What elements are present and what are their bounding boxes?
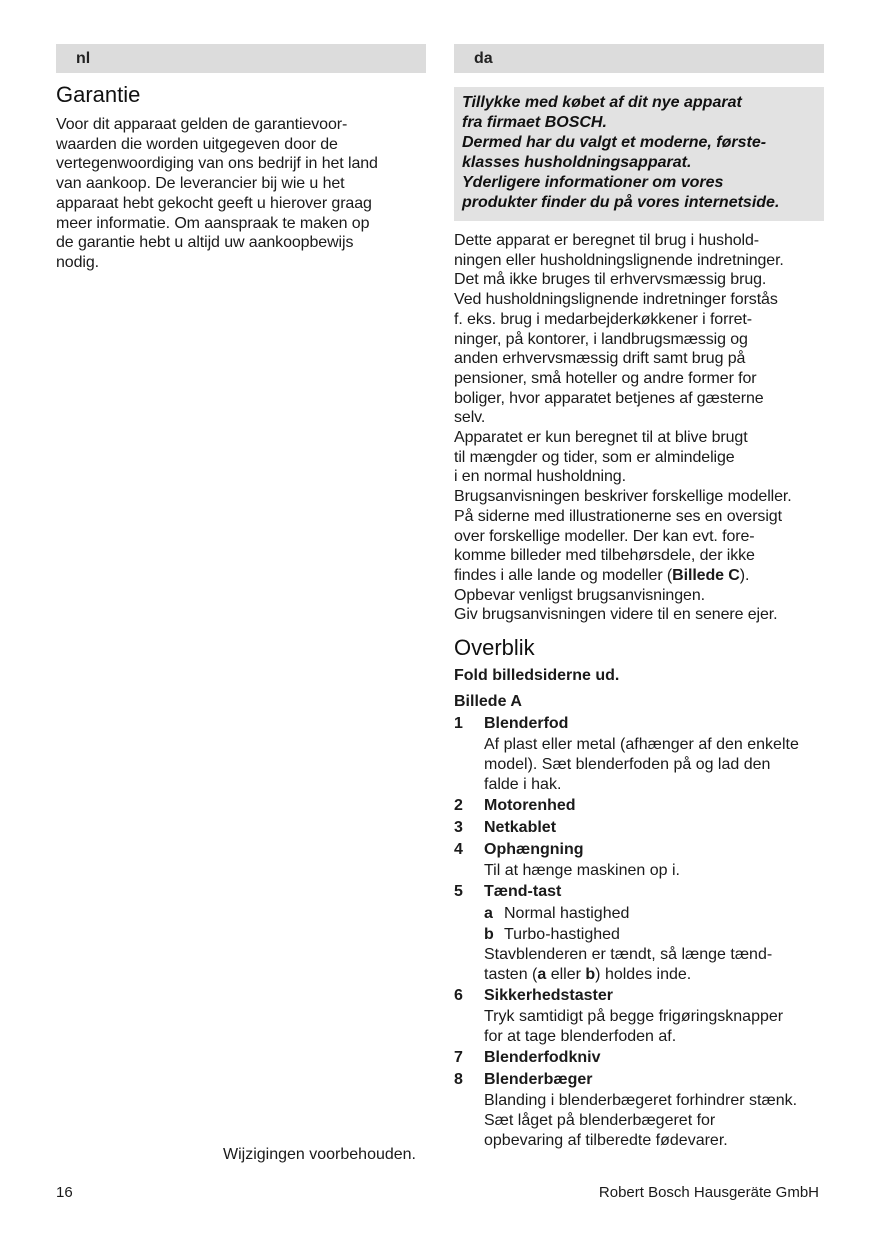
- garantie-text: Voor dit apparaat gelden de garantievoor- waarden die worden uitgegeven door de vertegenwoordiging van ons bedrijf in het land van aankoop. De leverancier bij wie u het apparaat hebt gekocht geeft u hierover graag meer informatie. Om aanspraak te maken op de garantie hebt u altijd uw aankoopbewijs nodig.: [56, 116, 378, 271]
- list-item: 2 Motorenhed: [454, 797, 576, 815]
- company-name: Robert Bosch Hausgeräte GmbH: [598, 1184, 819, 1201]
- list-item: 1 Blenderfod Af plast eller metal (afhænger af den enkelte model). Sæt blenderfoden på og lad den falde i hak.: [454, 715, 799, 794]
- intro-box: Tillykke med købet af dit nye apparat fra firmaet BOSCH. Dermed har du valgt et moderne, første- klasses husholdningsapparat. Yderligere informationer om vores produkter finder du på vores internetside.: [454, 87, 824, 221]
- list-item: 8 Blenderbæger Blanding i blenderbægeret forhindrer stænk. Sæt låget på blenderbægeret for opbevaring af tilberedte fødevarer.: [454, 1071, 798, 1150]
- left-column: [56, 44, 426, 273]
- language-bar-nl: nl: [56, 44, 426, 73]
- fold-instruction: Fold billedsiderne ud.: [454, 667, 620, 685]
- list-item: 7 Blenderfodkniv: [454, 1049, 601, 1067]
- garantie-heading: Garantie: [56, 82, 141, 107]
- overview-heading: Overblik: [454, 635, 535, 661]
- list-item: 4 Ophængning Til at hænge maskinen op i.: [454, 841, 680, 880]
- list-item: 6 Sikkerhedstaster Tryk samtidigt på begge frigøringsknapper for at tage blenderfoden af.: [454, 987, 784, 1046]
- usage-text: Dette apparat er beregnet til brug i hushold- ningen eller husholdningslignende indretninger. Det må ikke bruges til erhvervsmæssig brug. Ved husholdningslignende indretninger forstås f. eks. brug i medarbejderkøkkener i forret- ninger, på kontorer, i landbrugsmæssig og anden erhvervsmæssig drift samt brug på pensioner, små hoteller og andre former for boliger, hvor apparatet betjenes af gæsterne selv. Apparatet er kun beregnet til at blive brugt til mængder og tider, som er almindelige i en normal husholdning. Brugsanvisningen beskriver forskellige modeller. På siderne med illustrationerne ses en oversigt over forskellige modeller. Der kan evt. fore- komme billeder med tilbehørsdele, der ikke findes i alle lande og modeller (Billede C). Opbevar venligst brugsanvisningen. Giv brugsanvisningen videre til en senere ejer.: [454, 232, 792, 624]
- list-item: 5 Tænd-tast a Normal hastighed b Turbo-hastighed Stavblenderen er tændt, så længe tænd- tasten (a eller b) holdes inde.: [454, 883, 773, 984]
- right-column: [454, 44, 824, 1151]
- figure-a-label: Billede A: [454, 693, 522, 711]
- changes-reserved-note: Wijzigingen voorbehouden.: [222, 1146, 416, 1163]
- figure-ref-c: Billede C: [672, 566, 740, 584]
- parts-list: [454, 713, 824, 1151]
- page-number: 16: [56, 1184, 73, 1201]
- list-item: 3 Netkablet: [454, 819, 557, 837]
- language-bar-da: da: [454, 44, 824, 73]
